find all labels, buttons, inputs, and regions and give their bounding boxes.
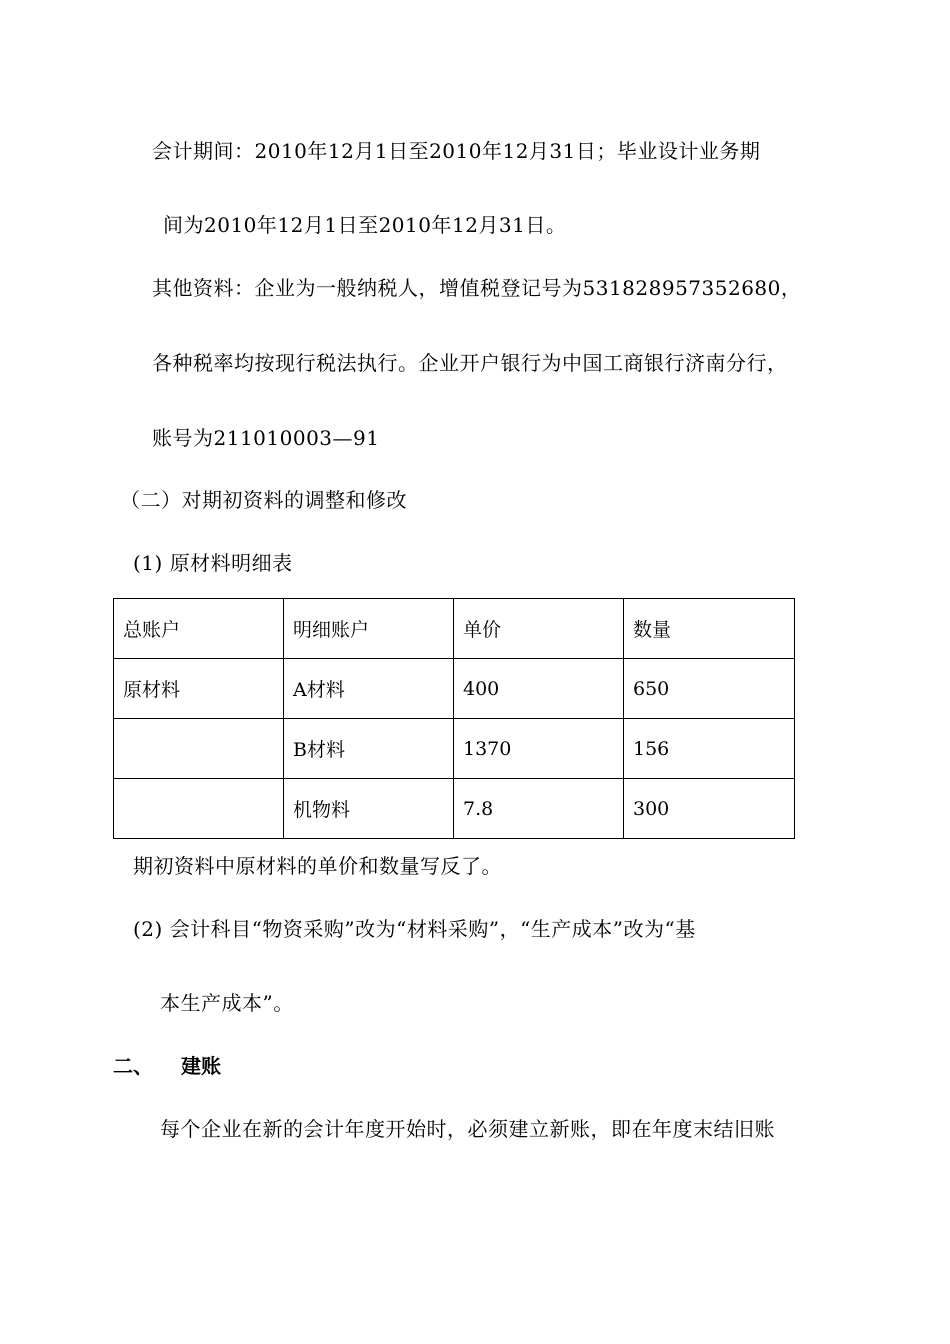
table-note: 期初资料中原材料的单价和数量写反了。 (133, 854, 502, 878)
chapter-title: 建账 (181, 1054, 221, 1078)
item-1-label: (1) 原材料明细表 (133, 551, 293, 575)
table-cell: 650 (624, 659, 795, 719)
table-cell: 7.8 (454, 779, 624, 839)
raw-material-detail-table (113, 598, 795, 839)
table-row (114, 719, 795, 779)
item-2-line-1: (2) 会计科目“物资采购”改为“材料采购”，“生产成本”改为“基 (133, 917, 696, 941)
table-cell: 400 (454, 659, 624, 719)
table-cell: 300 (624, 779, 795, 839)
section-two-title: （二）对期初资料的调整和修改 (120, 488, 407, 512)
table-row (114, 659, 795, 719)
table-row (114, 779, 795, 839)
table-header-cell: 总账户 (114, 599, 284, 659)
table-header-row (114, 599, 795, 659)
table-header-cell: 单价 (454, 599, 624, 659)
table-cell: 机物料 (284, 779, 454, 839)
other-info-line-2: 各种税率均按现行税法执行。企业开户银行为中国工商银行济南分行， (152, 351, 788, 375)
closing-paragraph-line-1: 每个企业在新的会计年度开始时，必须建立新账，即在年度末结旧账 (160, 1117, 775, 1141)
accounting-period-line-1: 会计期间：2010年12月1日至2010年12月31日；毕业设计业务期 (152, 139, 761, 163)
table-cell: 原材料 (114, 659, 284, 719)
table-cell: B材料 (284, 719, 454, 779)
chapter-number: 二、 (113, 1054, 153, 1078)
table-header-cell: 明细账户 (284, 599, 454, 659)
table-cell: A材料 (284, 659, 454, 719)
table-cell (114, 779, 284, 839)
table-header-cell: 数量 (624, 599, 795, 659)
table-cell: 156 (624, 719, 795, 779)
accounting-period-line-2: 间为2010年12月1日至2010年12月31日。 (163, 213, 567, 237)
table-cell (114, 719, 284, 779)
other-info-line-3: 账号为211010003—91 (152, 426, 380, 450)
other-info-line-1: 其他资料：企业为一般纳税人，增值税登记号为531828957352680， (152, 276, 802, 300)
table-cell: 1370 (454, 719, 624, 779)
item-2-line-2: 本生产成本”。 (160, 991, 294, 1015)
